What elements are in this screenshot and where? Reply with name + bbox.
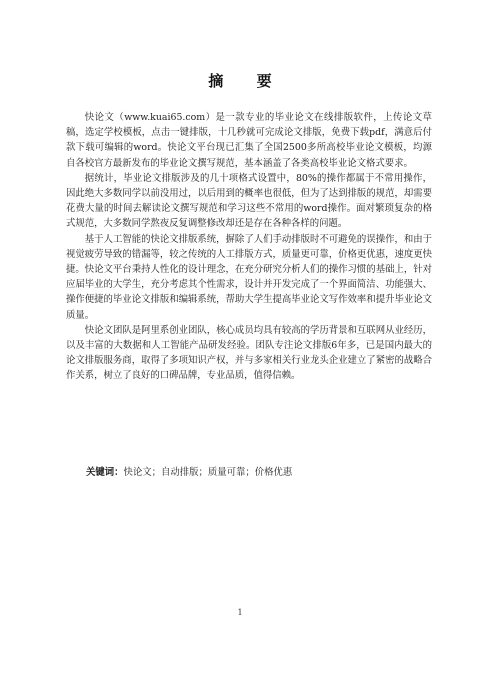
keywords-line bbox=[86, 465, 292, 480]
abstract-paragraph: 快论文（www.kuai65.com）是一款专业的毕业论文在线排版软件，上传论文草稿，选定学校模板，点击一键排版，十几秒就可完成论文排版，免费下载pdf，满意后付款下载可编辑的word。快论文平台现已汇集了全国2500多所高校毕业论文模板，均源自各校官方最新发布的毕业论文撰写规范，基本涵盖了各类高校毕业论文格式要求。 bbox=[66, 112, 432, 169]
abstract-paragraph: 快论文团队是阿里系创业团队，核心成员均具有较高的学历背景和互联网从业经历，以及丰富的大数据和人工智能产品研发经验。团队专注论文排版6年多，已是国内最大的论文排版服务商，取得了多项知识产权，并与多家相关行业龙头企业建立了紧密的战略合作关系，树立了良好的口碑品牌，专业品质，值得信赖。 bbox=[66, 324, 432, 382]
keywords-text: 快论文；自动排版；质量可靠；价格优惠 bbox=[123, 467, 293, 478]
abstract-paragraph: 基于人工智能的快论文排版系统，摒除了人们手动排版时不可避免的误操作，和由于视觉疲劳导致的错漏等，较之传统的人工排版方式，质量更可靠，价格更优惠，速度更快捷。快论文平台秉持人性化的设计理念，在充分研究分析人们的操作习惯的基础上，针对应届毕业的大学生，充分考虑其个性需求，设计并开发完成了一个界面简洁、功能强大、操作便捷的毕业论文排版和编辑系统，帮助大学生提高毕业论文写作效率和提升毕业论文质量。 bbox=[66, 233, 432, 321]
abstract-paragraph: 据统计，毕业论文排版涉及的几十项格式设置中，80%的操作都属于不常用操作，因此绝大多数同学以前没用过，以后用到的概率也很低，但为了达到排版的规范，却需要花费大量的时间去解读论文撰写规范和学习这些不常用的word操作。面对繁琐复杂的格式规范，大多数同学熬夜反复调整修改却还是存在各种各样的问题。 bbox=[66, 172, 432, 230]
keywords-label: 关键词： bbox=[86, 467, 124, 478]
abstract-title: 摘 要 bbox=[208, 72, 286, 90]
page-number: 1 bbox=[237, 608, 243, 617]
abstract-body bbox=[66, 110, 432, 384]
